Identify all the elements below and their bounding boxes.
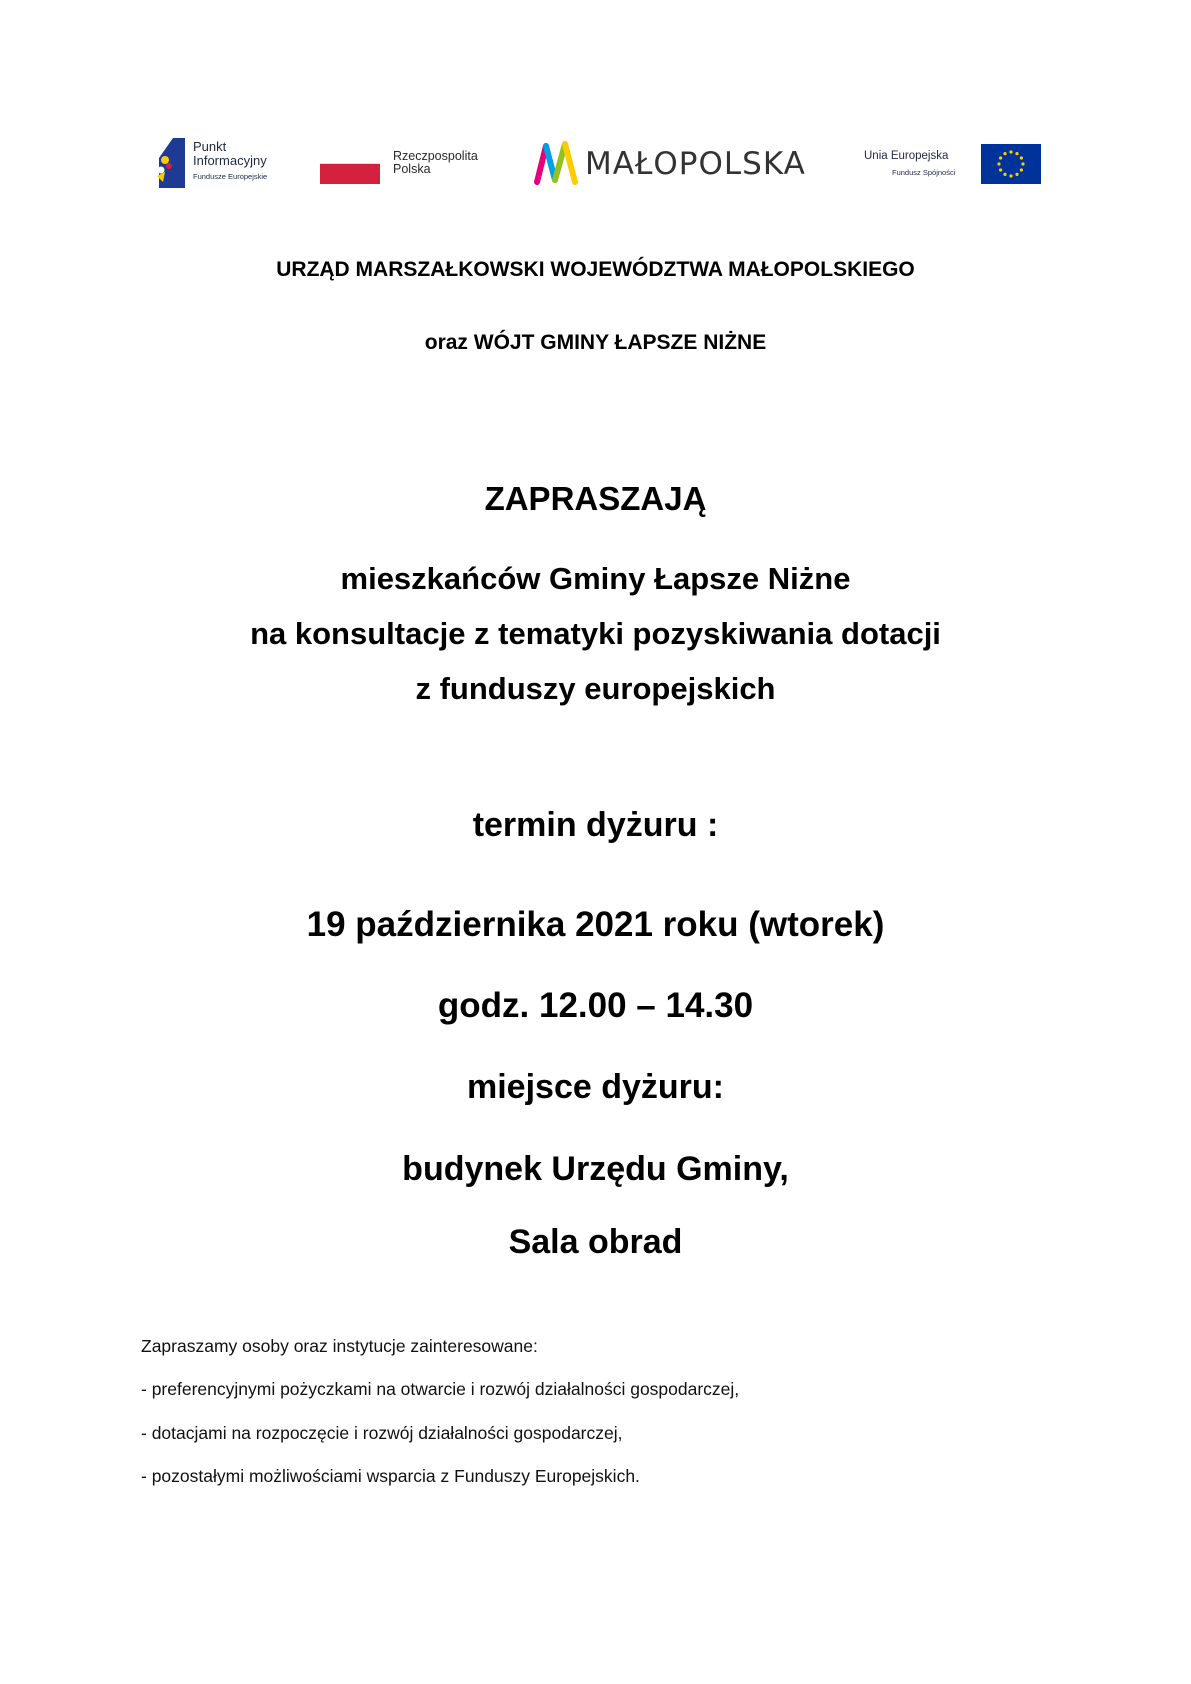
rzeczpospolita-logo: [320, 146, 500, 186]
invitation-title: ZAPRASZAJĄ: [484, 480, 707, 517]
eu-star-icon: [1020, 168, 1023, 171]
place-line-1: budynek Urzędu Gminy,: [402, 1150, 789, 1188]
malopolska-logo: [533, 140, 833, 188]
invitation-line-1: mieszkańców Gminy Łapsze Niżne: [340, 561, 851, 596]
organizer-line-2: oraz WÓJT GMINY ŁAPSZE NIŻNE: [424, 331, 767, 354]
polska-label: Polska: [393, 162, 431, 176]
logo-bar: [0, 0, 1191, 200]
eu-star-icon: [997, 162, 1000, 165]
place-label: miejsce dyżuru:: [467, 1068, 724, 1106]
informacyjny-label: Informacyjny: [193, 153, 267, 168]
eu-star-icon: [1015, 173, 1018, 176]
fundusze-label: Fundusze Europejskie: [193, 172, 268, 181]
invitation-line-2: na konsultacje z tematyki pozyskiwania dotacji: [250, 616, 941, 651]
footer-item-3: - pozostałymi możliwościami wsparcia z Funduszy Europejskich.: [141, 1466, 640, 1486]
eu-flag-icon: [981, 144, 1041, 184]
punkt-informacyjny-logo: [155, 136, 295, 190]
place-line-2: Sala obrad: [508, 1223, 683, 1261]
fundusz-spojnosci-label: Fundusz Spójności: [892, 168, 956, 177]
eu-star-icon: [1003, 152, 1006, 155]
eu-star-icon: [999, 156, 1002, 159]
eu-star-icon: [1020, 156, 1023, 159]
eu-star-icon: [1021, 162, 1024, 165]
organizer-line-1: URZĄD MARSZAŁKOWSKI WOJEWÓDZTWA MAŁOPOLSKIEGO: [276, 258, 915, 281]
polish-flag-icon: [320, 164, 380, 184]
eu-star-icon: [1009, 150, 1012, 153]
invitation-line-3: z funduszy europejskich: [415, 671, 776, 706]
eu-star-icon: [1003, 173, 1006, 176]
eu-star-icon: [1009, 174, 1012, 177]
event-date: 19 października 2021 roku (wtorek): [306, 905, 885, 944]
unia-europejska-logo: [860, 142, 1040, 186]
footer-item-2: - dotacjami na rozpoczęcie i rozwój działalności gospodarczej,: [141, 1423, 623, 1443]
unia-europejska-label: Unia Europejska: [864, 150, 949, 162]
term-label: termin dyżuru :: [472, 806, 719, 844]
malopolska-mark-icon: [533, 140, 583, 186]
footer-item-1: - preferencyjnymi pożyczkami na otwarcie i rozwój działalności gospodarczej,: [141, 1379, 740, 1399]
footer-intro: Zapraszamy osoby oraz instytucje zainteresowane:: [141, 1336, 538, 1356]
eu-star-icon: [999, 168, 1002, 171]
malopolska-wordmark: MAŁOPOLSKA: [585, 146, 806, 182]
punkt-label: Punkt: [193, 139, 227, 154]
event-hours: godz. 12.00 – 14.30: [437, 986, 754, 1025]
funds-emblem-icon: [155, 136, 187, 190]
eu-star-icon: [1015, 152, 1018, 155]
rzeczpospolita-label: Rzeczpospolita: [393, 149, 478, 163]
